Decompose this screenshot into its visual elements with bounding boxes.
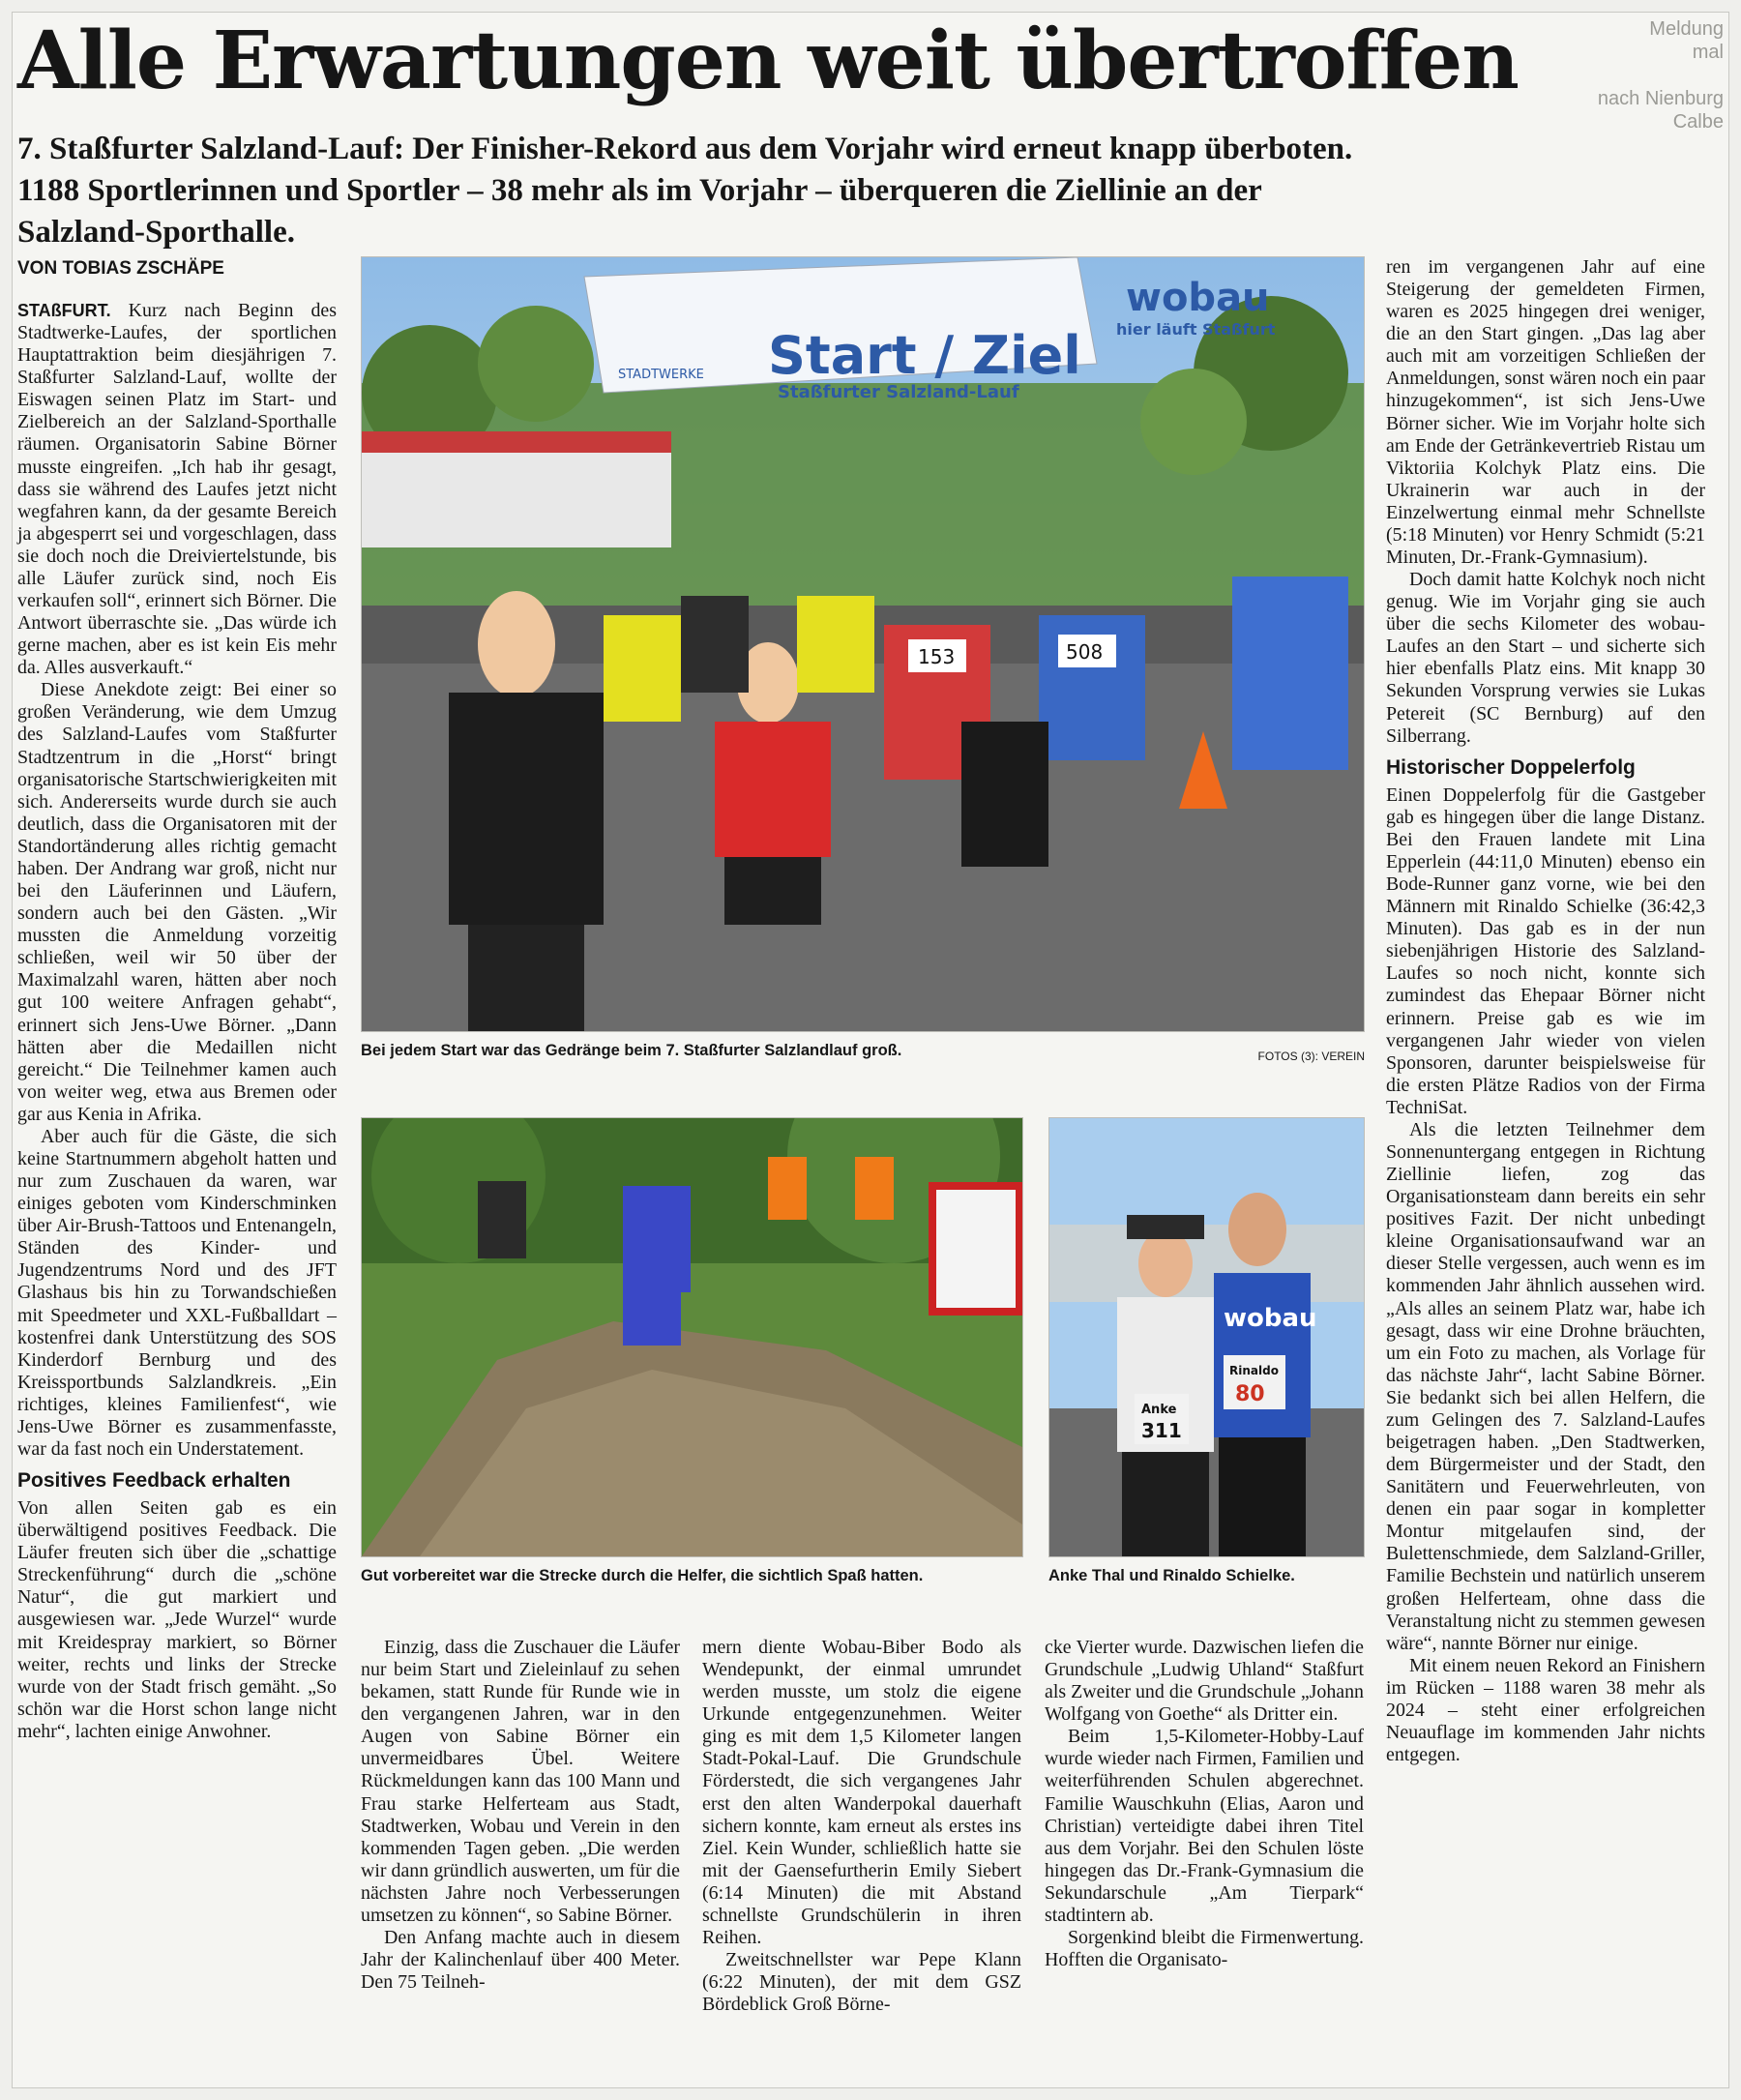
paragraph: Einen Doppelerfolg für die Gastgeber gab es hingegen über die lange Distanz. Bei den Frauen landete mit Lina Epperlein (44:11,0 Minuten) ebenso ein Bode-Runner ganz vorne, wie bei den Männern mit Rinaldo Schielke (36:42,3 Minuten). Das gab es in der nun siebenjährigen Historie des Salzland-Laufes so noch nicht, konnte sich zumindest das Ehepaar Börner nicht erinnern. Preise gab es wie im vergangenen Jahr wieder von vielen Sponsoren, darunter beispielsweise für die ersten Plätze Radios von der Firma TechniSat. bbox=[1386, 784, 1705, 1118]
paragraph: mern diente Wobau-Biber Bodo als Wendepunkt, der einmal umrundet werden musste, um stolz die eigene Urkunde entgegenzunehmen. Weiter ging es mit dem 1,5 Kilometer langen Stadt-Pokal-Lauf. Die Grundschule Förderstedt, die sich vergangenes Jahr erst den alten Wanderpokal dauerhaft sichern konnte, kam erneut als erstes ins Ziel. Kein Wunder, schließlich hatte sie mit der Gaensefurtherin Emily Siebert (6:14 Minuten) die mit Abstand schnellste Grundschülerin in ihren Reihen. bbox=[702, 1637, 1021, 1949]
shirt-logo-text: wobau bbox=[1224, 1304, 1317, 1333]
paragraph: Doch damit hatte Kolchyk noch nicht genug. Wie im Vorjahr ging sie auch über die sechs Kilometer des wobau-Laufes an den Start – und sicherte sich hier ebenfalls Platz eins. Mit knapp 30 Sekunden Vorsprung verwies sie Lukas Petereit (SC Bernburg) auf den Silberrang. bbox=[1386, 569, 1705, 747]
paragraph: Aber auch für die Gäste, die sich keine Startnummern abgeholt hatten und nur zum Zuschauen da waren, war einiges geboten vom Kinderschminken über Air-Brush-Tattoos und Entenangeln, Ständen des Kinder- und Jugendzentrums Nord und des JFT Glashaus bis hin zu Torwandschießen mit Speedmeter und XXL-Fußballdart – kostenfrei dank Unterstützung des SOS Kinderdorf Bernburg und des Kreissportbunds Salzlandkreis. „Ein richtiges, kleines Familienfest“, wie Jens-Uwe Börner es zusammenfasste, war da fast noch ein Understatement. bbox=[17, 1125, 337, 1460]
photo-caption: Anke Thal und Rinaldo Schielke. bbox=[1048, 1567, 1295, 1584]
dateline: STAßFURT. bbox=[17, 301, 111, 320]
banner-start-ziel: Start / Ziel bbox=[768, 325, 1081, 386]
bib-number: 311 bbox=[1141, 1419, 1182, 1442]
paragraph: STAßFURT. Kurz nach Beginn des Stadtwerke-Laufes, der sportlichen Hauptattraktion beim diesjährigen 7. Staßfurter Salzland-Lauf, wollte der Eiswagen seinen Platz im Start- und Zielbereich an der Salzland-Sporthalle räumen. Organisatorin Sabine Börner musste eingreifen. „Ich hab ihr gesagt, dass sie während des Laufes jetzt nicht wegfahren kann, da der gesamte Bereich ja abgesperrt sei und vorgeschlagen, dass sie doch noch die Dreiviertelstunde, bis alle Läufer zurück sind, noch Eis verkaufen soll“, erinnert sich Börner. Die Antwort überraschte sie. „Das würde ich gerne machen, aber es ist kein Eis mehr da. Alles ausverkauft.“ bbox=[17, 300, 337, 679]
bib-name: Rinaldo bbox=[1229, 1364, 1279, 1377]
paragraph: Als die letzten Teilnehmer dem Sonnenuntergang entgegen in Richtung Ziellinie liefen, zog das Organisationsteam dann bereits ein sehr positives Fazit. Der nicht unbedingt kleine Organisationsaufwand war an dieser Stelle vergessen, auch wenn es im kommenden Jahr ähnlich aussehen wird. „Als alles an seinem Platz war, habe ich gesagt, dass wir eine Drohne bräuchten, um ein Foto zu machen, als Vorlage für das nächste Jahr“, lacht Sabine Börner. Sie bedankt sich bei allen Helfern, die zum Gelingen des 7. Salzland-Laufes beigetragen haben. „Den Stadtwerken, dem Bürgermeister und der Stadt, den Sanitätern und Feuerwehrleuten, von denen ein paar sogar in kompletter Montur mitgelaufen sind, der Bulettenschmiede, dem Salzland-Griller, Familie Bechstein und natürlich unserem großen Helferteam, ohne dass die Veranstaltung nicht zu stemmen gewesen wäre“, nannte Börner nur einige. bbox=[1386, 1118, 1705, 1654]
paragraph: Mit einem neuen Rekord an Finishern im Rücken – 1188 waren 38 mehr als 2024 – steht einer erfolgreichen Neuauflage im kommenden Jahr nichts entgegen. bbox=[1386, 1654, 1705, 1766]
bib-number: 80 bbox=[1235, 1382, 1265, 1406]
banner-brand-subtext: hier läuft Staßfurt bbox=[1116, 320, 1276, 339]
headline: Alle Erwartungen weit übertroffen bbox=[17, 15, 1519, 107]
article-column-3 bbox=[702, 1637, 1021, 2016]
paragraph: Zweitschnellster war Pepe Klann (6:22 Minuten), der mit dem GSZ Bördeblick Groß Börne- bbox=[702, 1949, 1021, 2016]
article-column-4 bbox=[1045, 1637, 1364, 1971]
adjacent-article-bleed: Meldung mal nach Nienburg Calbe bbox=[1597, 18, 1724, 133]
article-column-2 bbox=[361, 1637, 680, 1994]
photo-course-helpers bbox=[361, 1117, 1023, 1557]
article-column-1 bbox=[17, 300, 337, 1743]
bib-number: 508 bbox=[1066, 640, 1104, 664]
banner-brand-text: wobau bbox=[1126, 276, 1270, 320]
bib-number: 153 bbox=[918, 645, 956, 668]
photo-credit: FOTOS (3): VEREIN bbox=[1257, 1050, 1365, 1063]
paragraph: cke Vierter wurde. Dazwischen liefen die Grundschule „Ludwig Uhland“ Staßfurt als Zweiter und die Grundschule „Johann Wolfgang von Goethe“ als Dritter ein. bbox=[1045, 1637, 1364, 1726]
section-heading: Positives Feedback erhalten bbox=[17, 1469, 291, 1493]
banner-sponsor-text: STADTWERKE bbox=[618, 368, 704, 382]
paragraph: Von allen Seiten gab es ein überwältigend positives Feedback. Die Läufer freuten sich über die „schattige Streckenführung“ durch die „schöne Natur“, die gut markiert und ausgewiesen war. „Jede Wurzel“ wurde mit Kreidespray markiert, so Börner weiter, rechts und links der Strecke wurde von der Stadt frisch gemäht. „So schön war die Horst schon lange nicht mehr“, lachten einige Anwohner. bbox=[17, 1497, 337, 1742]
photo-caption: Gut vorbereitet war die Strecke durch die Helfer, die sichtlich Spaß hatten. bbox=[361, 1567, 924, 1584]
banner-subtext: Staßfurter Salzland-Lauf bbox=[778, 382, 1019, 402]
paragraph: Sorgenkind bleibt die Firmenwertung. Hofften die Organisato- bbox=[1045, 1927, 1364, 1971]
bib-name: Anke bbox=[1141, 1403, 1177, 1417]
article-column-5 bbox=[1386, 256, 1705, 1766]
photo-caption: Bei jedem Start war das Gedränge beim 7. Staßfurter Salzlandlauf groß. bbox=[361, 1042, 902, 1059]
section-heading: Historischer Doppelerfolg bbox=[1386, 755, 1636, 779]
paragraph: ren im vergangenen Jahr auf eine Steigerung der gemeldeten Firmen, waren es 2025 hingegen drei weniger, die an den Start gingen. „Das lag aber auch mit am vorzeitigen Schließen der Anmeldungen, sonst wären noch ein paar hinzugekommen“, ist sich Jens-Uwe Börner sicher. Wie im Vorjahr holte sich am Ende der Getränkevertrieb Ristau um Viktoriia Kolchyk Platz eins. Die Ukrainerin war auch in der Einzelwertung einmal mehr Schnellste (5:18 Minuten) vor Henry Schmidt (5:21 Minuten, Dr.-Frank-Gymnasium). bbox=[1386, 256, 1705, 569]
paragraph: Einzig, dass die Zuschauer die Läufer nur beim Start und Zieleinlauf zu sehen bekamen, statt Runde für Runde wie in den vergangenen Jahren, war in den Augen von Sabine Börner ein unvermeidbares Übel. Weitere Rückmeldungen kann das 100 Mann und Frau starke Helferteam aus Stadt, Stadtwerken, Wobau und Verein in den kommenden Tagen geben. „Die werden wir dann gründlich auswerten, um für die nächsten Jahre noch Verbesserungen umsetzen zu können“, so Sabine Börner. bbox=[361, 1637, 680, 1926]
paragraph: Beim 1,5-Kilometer-Hobby-Lauf wurde wieder nach Firmen, Familien und weiterführenden Schulen abgerechnet. Familie Wauschkuhn (Elias, Aaron und Christian) verteidigte dabei ihren Titel aus dem Vorjahr. Bei den Schulen löste hingegen das Dr.-Frank-Gymnasium die Sekundarschule „Am Tierpark“ stadtintern ab. bbox=[1045, 1726, 1364, 1926]
byline: VON TOBIAS ZSCHÄPE bbox=[17, 258, 224, 279]
paragraph: Den Anfang machte auch in diesem Jahr der Kalinchenlauf über 400 Meter. Den 75 Teilneh- bbox=[361, 1927, 680, 1994]
photo-winners bbox=[1048, 1117, 1365, 1557]
subheadline: 7. Staßfurter Salzland-Lauf: Der Finisher-Rekord aus dem Vorjahr wird erneut knapp überboten. 1188 Sportlerinnen und Sportler – 38 mehr als im Vorjahr – überqueren die Ziellinie an der Salzland-Sporthalle. bbox=[17, 132, 1353, 250]
paragraph: Diese Anekdote zeigt: Bei einer so großen Veränderung, wie dem Umzug des Salzland-Laufes vom Staßfurter Stadtzentrum in die „Horst“ bringt organisatorische Startschwierigkeiten mit sich. Andererseits wurde durch sie auch deutlich, dass die Organisatoren mit der Standortänderung alles richtig gemacht haben. Der Andrang war groß, nicht nur bei den Läuferinnen und Läufern, sondern auch bei den Gästen. „Wir mussten die Anmeldung vorzeitig schließen, weil wir 50 über der Maximalzahl waren, hätten aber noch gut 100 weitere Anfragen gehabt“, erinnert sich Jens-Uwe Börner. „Dann hätten aber die Medaillen nicht gereicht.“ Die Teilnehmer kamen auch von weiter weg, etwa aus Bremen oder gar aus Kenia in Afrika. bbox=[17, 679, 337, 1125]
photo-start-area bbox=[361, 256, 1365, 1032]
